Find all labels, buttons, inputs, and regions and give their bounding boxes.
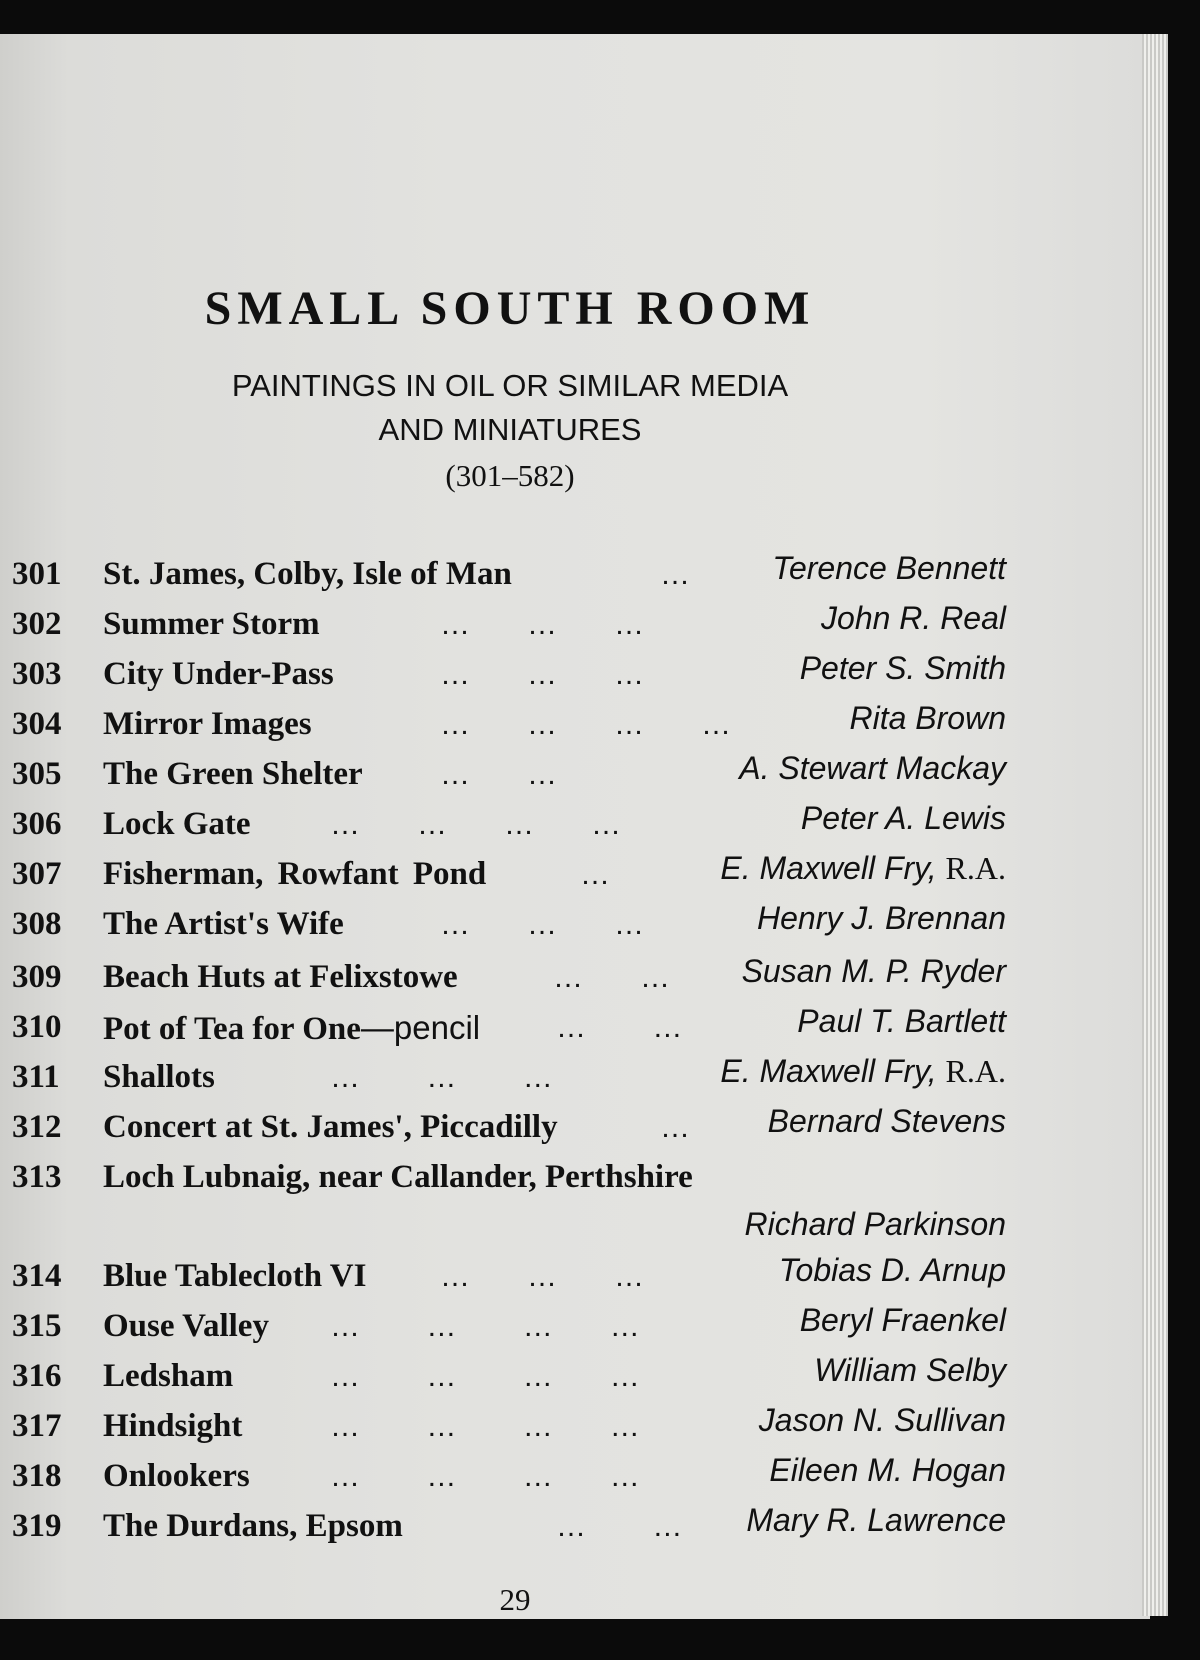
entry-number: 317 bbox=[12, 1408, 62, 1444]
catalogue-entry bbox=[0, 1452, 1020, 1508]
entry-artist: Peter S. Smith bbox=[799, 650, 1006, 686]
leader-dots: … … … … bbox=[330, 1360, 641, 1393]
entry-title: Loch Lubnaig, near Callander, Perthshire bbox=[103, 1159, 693, 1195]
entry-artist bbox=[720, 1053, 1006, 1090]
entry-number: 316 bbox=[12, 1358, 62, 1394]
catalogue-entry bbox=[0, 1302, 1020, 1358]
entry-number: 313 bbox=[12, 1159, 62, 1195]
entry-artist: Mary R. Lawrence bbox=[746, 1502, 1006, 1538]
entry-artist: Paul T. Bartlett bbox=[797, 1003, 1006, 1039]
catalogue-entry bbox=[0, 1402, 1020, 1458]
entry-title: Beach Huts at Felixstowe bbox=[103, 959, 458, 995]
entry-artist: Terence Bennett bbox=[772, 550, 1006, 586]
artist-honour: R.A. bbox=[945, 1053, 1006, 1089]
leader-dots: … … … … bbox=[330, 808, 623, 841]
entry-number: 304 bbox=[12, 706, 62, 742]
entry-number: 314 bbox=[12, 1258, 62, 1294]
catalogue-entry bbox=[0, 800, 1020, 856]
entry-artist: Peter A. Lewis bbox=[800, 800, 1006, 836]
catalogue-entry bbox=[0, 900, 1020, 956]
artist-name: E. Maxwell Fry, bbox=[720, 850, 937, 886]
leader-dots: … … … … bbox=[330, 1460, 641, 1493]
entry-title: Hindsight bbox=[103, 1408, 243, 1444]
catalogue-entry bbox=[0, 1159, 1020, 1209]
catalogue-entry bbox=[0, 1252, 1020, 1308]
leader-dots: … … bbox=[556, 1011, 684, 1044]
entry-artist: Eileen M. Hogan bbox=[769, 1452, 1006, 1488]
leader-dots: … … … bbox=[440, 608, 646, 641]
entry-title: The Artist's Wife bbox=[103, 906, 344, 942]
entry-title: The Durdans, Epsom bbox=[103, 1508, 403, 1544]
leader-dots: … … bbox=[556, 1510, 684, 1543]
leader-dots: … … … … bbox=[330, 1410, 641, 1443]
entry-title bbox=[103, 1009, 480, 1048]
entry-title: The Green Shelter bbox=[103, 756, 363, 792]
entry-number: 303 bbox=[12, 656, 62, 692]
subtitle-line-2: AND MINIATURES bbox=[378, 412, 642, 447]
catalogue-range: (301–582) bbox=[445, 458, 575, 493]
entry-title: Fisherman, Rowfant Pond bbox=[103, 856, 487, 892]
leader-dots: … … … bbox=[330, 1061, 554, 1094]
entry-artist: Rita Brown bbox=[849, 700, 1006, 736]
entry-number: 307 bbox=[12, 856, 62, 892]
entry-title: Lock Gate bbox=[103, 806, 251, 842]
section-subtitle bbox=[0, 364, 1020, 452]
entry-number: 319 bbox=[12, 1508, 62, 1544]
entry-title: Onlookers bbox=[103, 1458, 250, 1494]
entry-artist: Jason N. Sullivan bbox=[758, 1402, 1006, 1438]
entry-artist: Beryl Fraenkel bbox=[799, 1302, 1006, 1338]
subtitle-line-1: PAINTINGS IN OIL OR SIMILAR MEDIA bbox=[231, 368, 789, 403]
leader-dots: … … … … bbox=[330, 1310, 641, 1343]
leader-dots: … … … bbox=[440, 1260, 646, 1293]
entry-artist: A. Stewart Mackay bbox=[739, 750, 1006, 786]
entry-number: 315 bbox=[12, 1308, 62, 1344]
entry-medium: —pencil bbox=[360, 1009, 481, 1046]
entry-title: Concert at St. James', Piccadilly bbox=[103, 1109, 558, 1145]
entry-number: 308 bbox=[12, 906, 62, 942]
catalogue-entry bbox=[0, 850, 1020, 906]
entry-number: 312 bbox=[12, 1109, 62, 1145]
entry-title: Blue Tablecloth VI bbox=[103, 1258, 367, 1294]
leader-dots: … … … bbox=[440, 908, 646, 941]
entry-artist: William Selby bbox=[814, 1352, 1006, 1388]
leader-dots: … bbox=[660, 558, 691, 591]
entry-title-text: Pot of Tea for One bbox=[103, 1011, 361, 1047]
entry-artist: John R. Real bbox=[821, 600, 1006, 636]
leader-dots: … … … bbox=[440, 658, 646, 691]
catalogue-entry bbox=[0, 1003, 1020, 1059]
leader-dots: … … … … bbox=[440, 708, 733, 741]
catalogue-entry bbox=[0, 953, 1020, 1009]
catalogue-entry-continuation bbox=[0, 1206, 1020, 1256]
leader-dots: … bbox=[660, 1111, 691, 1144]
entry-title: Summer Storm bbox=[103, 606, 320, 642]
leader-dots: … … bbox=[440, 758, 559, 791]
entry-title: Ledsham bbox=[103, 1358, 234, 1394]
catalogue-entry bbox=[0, 750, 1020, 806]
artist-name: E. Maxwell Fry, bbox=[720, 1053, 937, 1089]
leader-dots: … … bbox=[553, 961, 672, 994]
entry-number: 311 bbox=[12, 1059, 60, 1095]
entry-number: 305 bbox=[12, 756, 62, 792]
catalogue-entry bbox=[0, 1053, 1020, 1109]
entry-number: 301 bbox=[12, 556, 62, 592]
entry-title: Ouse Valley bbox=[103, 1308, 269, 1344]
entry-artist: Bernard Stevens bbox=[767, 1103, 1006, 1139]
entry-artist: Henry J. Brennan bbox=[756, 900, 1006, 936]
book-page-edges bbox=[1142, 34, 1168, 1616]
entry-title: St. James, Colby, Isle of Man bbox=[103, 556, 512, 592]
entry-number: 302 bbox=[12, 606, 62, 642]
room-title: SMALL SOUTH ROOM bbox=[204, 282, 816, 335]
page-number: 29 bbox=[499, 1582, 531, 1617]
entry-title: Shallots bbox=[103, 1059, 215, 1095]
catalogue-entry bbox=[0, 1103, 1020, 1159]
catalogue-entry bbox=[0, 1502, 1020, 1558]
entry-artist: Susan M. P. Ryder bbox=[741, 953, 1006, 989]
entry-title: Mirror Images bbox=[103, 706, 312, 742]
leader-dots: … bbox=[580, 858, 611, 891]
artist-honour: R.A. bbox=[945, 850, 1006, 886]
entry-artist bbox=[720, 850, 1006, 887]
catalogue-entry bbox=[0, 650, 1020, 706]
entry-artist: Tobias D. Arnup bbox=[778, 1252, 1006, 1288]
entry-title: City Under-Pass bbox=[103, 656, 334, 692]
entry-number: 306 bbox=[12, 806, 62, 842]
catalogue-entry bbox=[0, 550, 1020, 606]
catalogue-page bbox=[0, 34, 1150, 1619]
entry-artist: Richard Parkinson bbox=[744, 1206, 1006, 1242]
catalogue-entry bbox=[0, 600, 1020, 656]
entry-number: 310 bbox=[12, 1009, 62, 1045]
catalogue-entry bbox=[0, 1352, 1020, 1408]
entry-number: 309 bbox=[12, 959, 62, 995]
catalogue-entry bbox=[0, 700, 1020, 756]
entry-number: 318 bbox=[12, 1458, 62, 1494]
